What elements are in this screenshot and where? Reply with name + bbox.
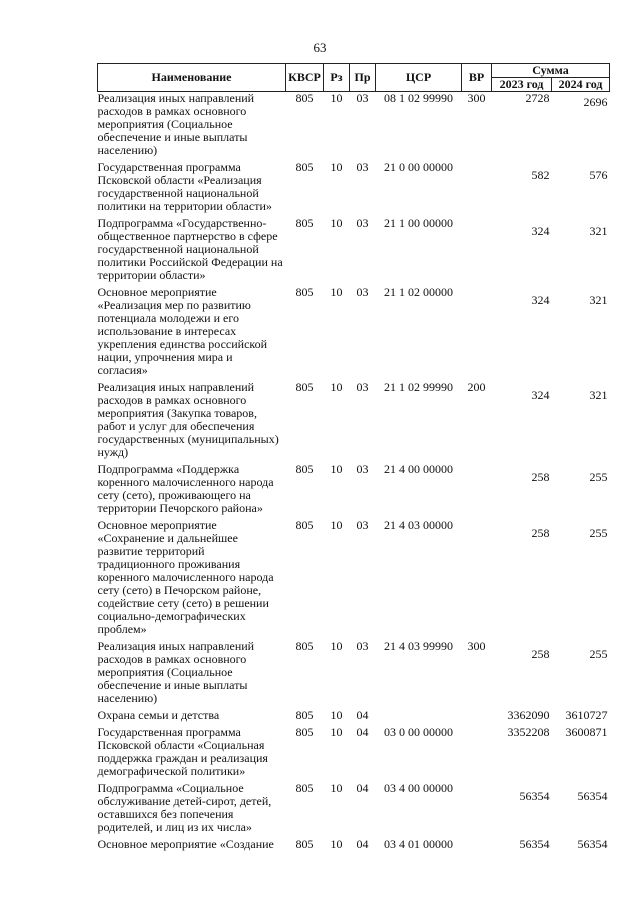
- row-name: Основное мероприятие «Реализация мер по развитию потенциала молодежи и его использование в интересах укрепления единства российской нации, упрочнения мира и согласия»: [97, 285, 268, 377]
- row-name: Охрана семьи и детства: [97, 708, 220, 722]
- row-rz: 10: [330, 639, 343, 653]
- header-sum: Сумма: [492, 64, 610, 78]
- row-pr: 04: [356, 837, 369, 851]
- row-vr: [462, 519, 492, 640]
- row-pr: 03: [356, 160, 369, 174]
- header-name: Наименование: [98, 64, 286, 92]
- row-kvsr: 805: [295, 285, 314, 299]
- row-sum-2023: 324: [531, 388, 550, 402]
- row-csr: 03 4 00 00000: [384, 781, 453, 795]
- row-csr: 08 1 02 99990: [384, 91, 453, 105]
- header-kvsr: КВСР: [286, 64, 324, 92]
- row-rz: 10: [330, 285, 343, 299]
- row-name: Подпрограмма «Социальное обслуживание детей-сирот, детей, оставшихся без попечения родителей, и лиц из их числа»: [97, 781, 272, 834]
- row-rz: 10: [330, 837, 343, 851]
- row-name: Основное мероприятие «Сохранение и дальнейшее развитие территорий традиционного проживания коренного малочисленного народа сету (сето) в Печорском районе, содействие сету (сето) в решении социально-демографических проблем»: [97, 518, 274, 636]
- row-sum-2024: 3610727: [565, 708, 608, 722]
- row-sum-2023: 56354: [519, 789, 550, 803]
- table-row: [98, 709, 610, 726]
- row-kvsr: 805: [295, 462, 314, 476]
- row-vr: 300: [467, 639, 486, 653]
- row-name: Подпрограмма «Государственно-общественное партнерство в сфере государственной национальной политики Российской Федерации на территории области»: [97, 216, 283, 282]
- row-sum-2023: 258: [531, 470, 550, 484]
- row-vr: [462, 709, 492, 726]
- row-sum-2024: 2696: [583, 95, 608, 109]
- row-csr: 03 4 01 00000: [384, 837, 453, 851]
- row-sum-2024: 56354: [577, 789, 608, 803]
- table-row: [98, 286, 610, 381]
- row-vr: [462, 782, 492, 838]
- row-pr: 04: [356, 708, 369, 722]
- table-row: [98, 640, 610, 709]
- row-sum-2024: 321: [589, 388, 608, 402]
- row-sum-2023: 258: [531, 526, 550, 540]
- row-kvsr: 805: [295, 518, 314, 532]
- row-sum-2024: 56354: [577, 837, 608, 851]
- header-rz: Рз: [324, 64, 350, 92]
- row-pr: 04: [356, 781, 369, 795]
- row-name: Государственная программа Псковской области «Социальная поддержка граждан и реализация демографической политики»: [97, 725, 268, 778]
- row-sum-2023: 258: [531, 647, 550, 661]
- header-year-2024: 2024 год: [552, 78, 610, 92]
- row-rz: 10: [330, 708, 343, 722]
- row-csr: 03 0 00 00000: [384, 725, 453, 739]
- row-rz: 10: [330, 91, 343, 105]
- row-sum-2024: 3600871: [565, 725, 608, 739]
- table-row: [98, 519, 610, 640]
- row-kvsr: 805: [295, 837, 314, 851]
- budget-table: [97, 63, 610, 855]
- row-kvsr: 805: [295, 216, 314, 230]
- row-name: Подпрограмма «Поддержка коренного малочисленного народа сету (сето), проживающего на территории Печорского района»: [97, 462, 274, 515]
- row-pr: 03: [356, 380, 369, 394]
- row-kvsr: 805: [295, 708, 314, 722]
- row-pr: 03: [356, 216, 369, 230]
- row-sum-2024: 576: [589, 168, 608, 182]
- row-csr: 21 0 00 00000: [384, 160, 453, 174]
- row-pr: 03: [356, 285, 369, 299]
- table-row: [98, 381, 610, 463]
- header-pr: Пр: [350, 64, 376, 92]
- row-pr: 03: [356, 518, 369, 532]
- row-csr: 21 4 03 00000: [384, 518, 453, 532]
- row-sum-2023: 324: [531, 293, 550, 307]
- table-row: [98, 92, 610, 162]
- row-csr: 21 1 02 99990: [384, 380, 453, 394]
- page-number: 63: [313, 40, 327, 55]
- row-name: Государственная программа Псковской области «Реализация государственной национальной политики на территории области»: [97, 160, 272, 213]
- row-pr: 03: [356, 639, 369, 653]
- table-row: [98, 217, 610, 286]
- row-sum-2024: 255: [589, 526, 608, 540]
- row-vr: [462, 217, 492, 286]
- row-sum-2024: 255: [589, 470, 608, 484]
- row-vr: [462, 286, 492, 381]
- row-rz: 10: [330, 216, 343, 230]
- row-rz: 10: [330, 160, 343, 174]
- row-pr: 03: [356, 462, 369, 476]
- row-kvsr: 805: [295, 725, 314, 739]
- row-sum-2023: 3352208: [507, 725, 550, 739]
- row-sum-2023: 3362090: [507, 708, 550, 722]
- table-header: [98, 64, 610, 92]
- row-sum-2023: 582: [531, 168, 550, 182]
- header-vr: ВР: [462, 64, 492, 92]
- row-rz: 10: [330, 518, 343, 532]
- row-name: Основное мероприятие «Создание: [97, 837, 274, 851]
- row-pr: 04: [356, 725, 369, 739]
- row-sum-2023: 56354: [519, 837, 550, 851]
- row-kvsr: 805: [295, 639, 314, 653]
- row-sum-2023: 324: [531, 224, 550, 238]
- row-vr: [462, 463, 492, 519]
- row-sum-2024: 255: [589, 647, 608, 661]
- row-vr: 300: [467, 91, 486, 105]
- row-name: Реализация иных направлений расходов в рамках основного мероприятия (Закупка товаров, работ и услуг для обеспечения государственных (муниципальных) нужд): [97, 380, 279, 459]
- row-rz: 10: [330, 725, 343, 739]
- header-year-2023: 2023 год: [492, 78, 552, 92]
- table-row: [98, 726, 610, 782]
- row-name: Реализация иных направлений расходов в рамках основного мероприятия (Социальное обеспечение и иные выплаты населению): [97, 639, 255, 705]
- row-kvsr: 805: [295, 91, 314, 105]
- table-body: [98, 92, 610, 856]
- row-csr: 21 4 03 99990: [384, 639, 453, 653]
- row-sum-2023: 2728: [525, 91, 550, 105]
- row-kvsr: 805: [295, 160, 314, 174]
- row-rz: 10: [330, 462, 343, 476]
- row-kvsr: 805: [295, 781, 314, 795]
- row-csr: 21 4 00 00000: [384, 462, 453, 476]
- row-rz: 10: [330, 380, 343, 394]
- row-pr: 03: [356, 91, 369, 105]
- row-sum-2024: 321: [589, 224, 608, 238]
- row-rz: 10: [330, 781, 343, 795]
- row-csr: [376, 709, 462, 726]
- header-csr: ЦСР: [376, 64, 462, 92]
- row-csr: 21 1 00 00000: [384, 216, 453, 230]
- row-vr: [462, 838, 492, 855]
- row-sum-2024: 321: [589, 293, 608, 307]
- table-row: [98, 782, 610, 838]
- row-vr: [462, 726, 492, 782]
- table-row: [98, 161, 610, 217]
- row-vr: 200: [467, 380, 486, 394]
- table-row: [98, 463, 610, 519]
- row-name: Реализация иных направлений расходов в рамках основного мероприятия (Социальное обеспечение и иные выплаты населению): [97, 91, 255, 157]
- row-csr: 21 1 02 00000: [384, 285, 453, 299]
- table-row: [98, 838, 610, 855]
- row-vr: [462, 161, 492, 217]
- row-kvsr: 805: [295, 380, 314, 394]
